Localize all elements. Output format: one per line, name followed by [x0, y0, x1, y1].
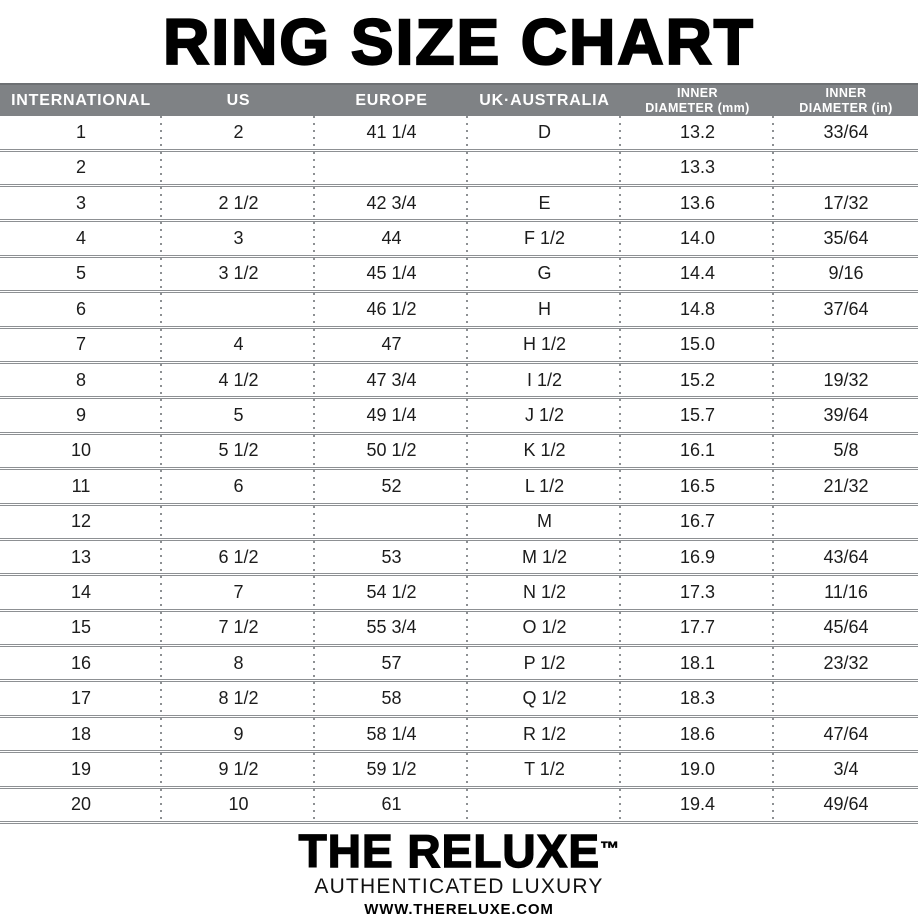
table-cell: 7 1/2 — [162, 612, 315, 644]
table-cell — [774, 329, 918, 361]
table-cell: 4 1/2 — [162, 364, 315, 396]
table-cell: 11/16 — [824, 581, 868, 602]
table-cell: 17.3 — [621, 576, 774, 608]
table-cell: 16.7 — [621, 506, 774, 538]
table-cell: 15 — [0, 612, 162, 644]
brand-tagline: AUTHENTICATED LUXURY — [314, 875, 604, 898]
table-cell: 44 — [315, 222, 468, 254]
table-row — [0, 576, 918, 611]
column-header-us: US — [226, 91, 251, 109]
table-cell: 43/64 — [823, 546, 869, 567]
table-cell: 46 1/2 — [315, 293, 468, 325]
table-cell: 13 — [0, 541, 162, 573]
brand-name: THE RELUXE — [298, 825, 601, 877]
table-cell: M — [468, 506, 621, 538]
table-row — [0, 506, 918, 541]
table-cell: N 1/2 — [468, 576, 621, 608]
table-cell: 15.7 — [621, 399, 774, 431]
table-row — [0, 470, 918, 505]
table-cell: J 1/2 — [468, 399, 621, 431]
table-row — [0, 718, 918, 753]
table-cell: 47 3/4 — [315, 364, 468, 396]
table-cell: 12 — [0, 506, 162, 538]
table-cell: 19/32 — [823, 369, 869, 390]
table-cell: 18 — [0, 718, 162, 750]
table-row — [0, 682, 918, 717]
table-cell: 20 — [0, 789, 162, 821]
table-cell: 7 — [162, 576, 315, 608]
table-cell: 5/8 — [833, 440, 859, 461]
table-cell: 18.6 — [621, 718, 774, 750]
table-cell: 47/64 — [823, 723, 869, 744]
table-cell: 37/64 — [823, 298, 869, 319]
table-cell: 9 — [162, 718, 315, 750]
table-cell: 14.8 — [621, 293, 774, 325]
table-cell: 8 — [162, 647, 315, 679]
table-cell: 16 — [0, 647, 162, 679]
table-row — [0, 541, 918, 576]
table-cell — [162, 506, 315, 538]
table-cell: 9 — [0, 399, 162, 431]
table-cell: 6 — [162, 470, 315, 502]
column-header-uk-australia: UK·AUSTRALIA — [479, 91, 610, 109]
table-cell: P 1/2 — [468, 647, 621, 679]
table-cell: 13.2 — [621, 116, 774, 148]
column-header-international: INTERNATIONAL — [11, 91, 151, 109]
table-cell: 3 1/2 — [162, 258, 315, 290]
table-cell: 15.0 — [621, 329, 774, 361]
table-cell: 15.2 — [621, 364, 774, 396]
table-cell: 14.4 — [621, 258, 774, 290]
table-cell: 17.7 — [621, 612, 774, 644]
table-cell: Q 1/2 — [468, 682, 621, 714]
table-cell: 61 — [315, 789, 468, 821]
table-cell: F 1/2 — [468, 222, 621, 254]
table-cell: 14.0 — [621, 222, 774, 254]
website-url: WWW.THERELUXE.COM — [364, 901, 554, 918]
table-cell: 8 — [0, 364, 162, 396]
table-body — [0, 116, 918, 824]
table-row — [0, 258, 918, 293]
table-cell: 33/64 — [823, 121, 869, 142]
column-header-inner-diameter-in: INNER DIAMETER (in) — [799, 86, 893, 115]
table-cell: 17/32 — [823, 192, 869, 213]
table-cell: 45/64 — [823, 617, 869, 638]
table-cell: O 1/2 — [468, 612, 621, 644]
table-cell: 4 — [162, 329, 315, 361]
table-row — [0, 753, 918, 788]
table-cell — [162, 152, 315, 184]
table-cell — [315, 506, 468, 538]
table-cell: 57 — [315, 647, 468, 679]
table-cell: 6 1/2 — [162, 541, 315, 573]
table-cell: 19 — [0, 753, 162, 785]
table-cell: I 1/2 — [468, 364, 621, 396]
table-cell: 16.5 — [621, 470, 774, 502]
table-cell: 23/32 — [823, 652, 869, 673]
table-cell: 8 1/2 — [162, 682, 315, 714]
table-cell: 52 — [315, 470, 468, 502]
table-cell: 16.1 — [621, 435, 774, 467]
table-cell: 58 — [315, 682, 468, 714]
table-cell — [162, 293, 315, 325]
table-cell: 53 — [315, 541, 468, 573]
table-cell — [774, 152, 918, 184]
table-cell: 19.4 — [621, 789, 774, 821]
table-cell: 16.9 — [621, 541, 774, 573]
table-cell: 55 3/4 — [315, 612, 468, 644]
table-row — [0, 612, 918, 647]
table-row — [0, 293, 918, 328]
page-title: RING SIZE CHART — [163, 5, 755, 78]
table-row — [0, 647, 918, 682]
table-cell: 21/32 — [823, 475, 869, 496]
table-cell: 1 — [0, 116, 162, 148]
table-cell: 2 1/2 — [162, 187, 315, 219]
table-cell: 14 — [0, 576, 162, 608]
table-cell: 10 — [0, 435, 162, 467]
table-cell: 49 1/4 — [315, 399, 468, 431]
table-header-row — [0, 83, 918, 116]
table-cell: 2 — [0, 152, 162, 184]
table-row — [0, 399, 918, 434]
brand-logo — [0, 826, 918, 875]
trademark-symbol: ™ — [600, 839, 620, 861]
table-cell — [774, 506, 918, 538]
table-cell: 58 1/4 — [315, 718, 468, 750]
table-cell: 17 — [0, 682, 162, 714]
table-cell: 54 1/2 — [315, 576, 468, 608]
table-cell: 2 — [162, 116, 315, 148]
table-cell — [468, 152, 621, 184]
table-cell: 45 1/4 — [315, 258, 468, 290]
table-cell: 19.0 — [621, 753, 774, 785]
table-cell: 47 — [315, 329, 468, 361]
column-header-europe: EUROPE — [355, 91, 428, 109]
table-cell: 5 1/2 — [162, 435, 315, 467]
table-cell: 59 1/2 — [315, 753, 468, 785]
table-cell: 3/4 — [833, 758, 859, 779]
table-row — [0, 152, 918, 187]
table-cell: H 1/2 — [468, 329, 621, 361]
table-cell: H — [468, 293, 621, 325]
table-cell — [315, 152, 468, 184]
title-bar — [0, 0, 918, 83]
table-cell: 6 — [0, 293, 162, 325]
table-cell: 42 3/4 — [315, 187, 468, 219]
table-cell: 49/64 — [823, 794, 869, 815]
table-cell: 13.6 — [621, 187, 774, 219]
table-cell: 50 1/2 — [315, 435, 468, 467]
table-row — [0, 789, 918, 824]
table-cell: 7 — [0, 329, 162, 361]
table-cell: 35/64 — [823, 228, 869, 249]
table-cell — [774, 682, 918, 714]
table-cell: T 1/2 — [468, 753, 621, 785]
table-cell: 3 — [162, 222, 315, 254]
table-row — [0, 364, 918, 399]
table-cell: K 1/2 — [468, 435, 621, 467]
table-cell: 41 1/4 — [315, 116, 468, 148]
footer — [0, 824, 918, 918]
table-cell: 9 1/2 — [162, 753, 315, 785]
table-row — [0, 435, 918, 470]
table-cell: 5 — [0, 258, 162, 290]
table-cell: 5 — [162, 399, 315, 431]
table-cell: 13.3 — [621, 152, 774, 184]
table-cell: 18.3 — [621, 682, 774, 714]
table-row — [0, 116, 918, 151]
table-row — [0, 329, 918, 364]
table-cell — [468, 789, 621, 821]
table-cell: M 1/2 — [468, 541, 621, 573]
table-cell: 18.1 — [621, 647, 774, 679]
table-cell: 11 — [0, 470, 162, 502]
table-row — [0, 222, 918, 257]
table-cell: E — [468, 187, 621, 219]
table-cell: L 1/2 — [468, 470, 621, 502]
table-cell: 4 — [0, 222, 162, 254]
table-row — [0, 187, 918, 222]
table-cell: 3 — [0, 187, 162, 219]
table-cell: D — [468, 116, 621, 148]
table-cell: R 1/2 — [468, 718, 621, 750]
column-header-inner-diameter-mm: INNER DIAMETER (mm) — [645, 86, 750, 115]
table-cell: 9/16 — [828, 263, 864, 284]
table-cell: 10 — [162, 789, 315, 821]
table-cell: G — [468, 258, 621, 290]
table-cell: 39/64 — [823, 405, 869, 426]
